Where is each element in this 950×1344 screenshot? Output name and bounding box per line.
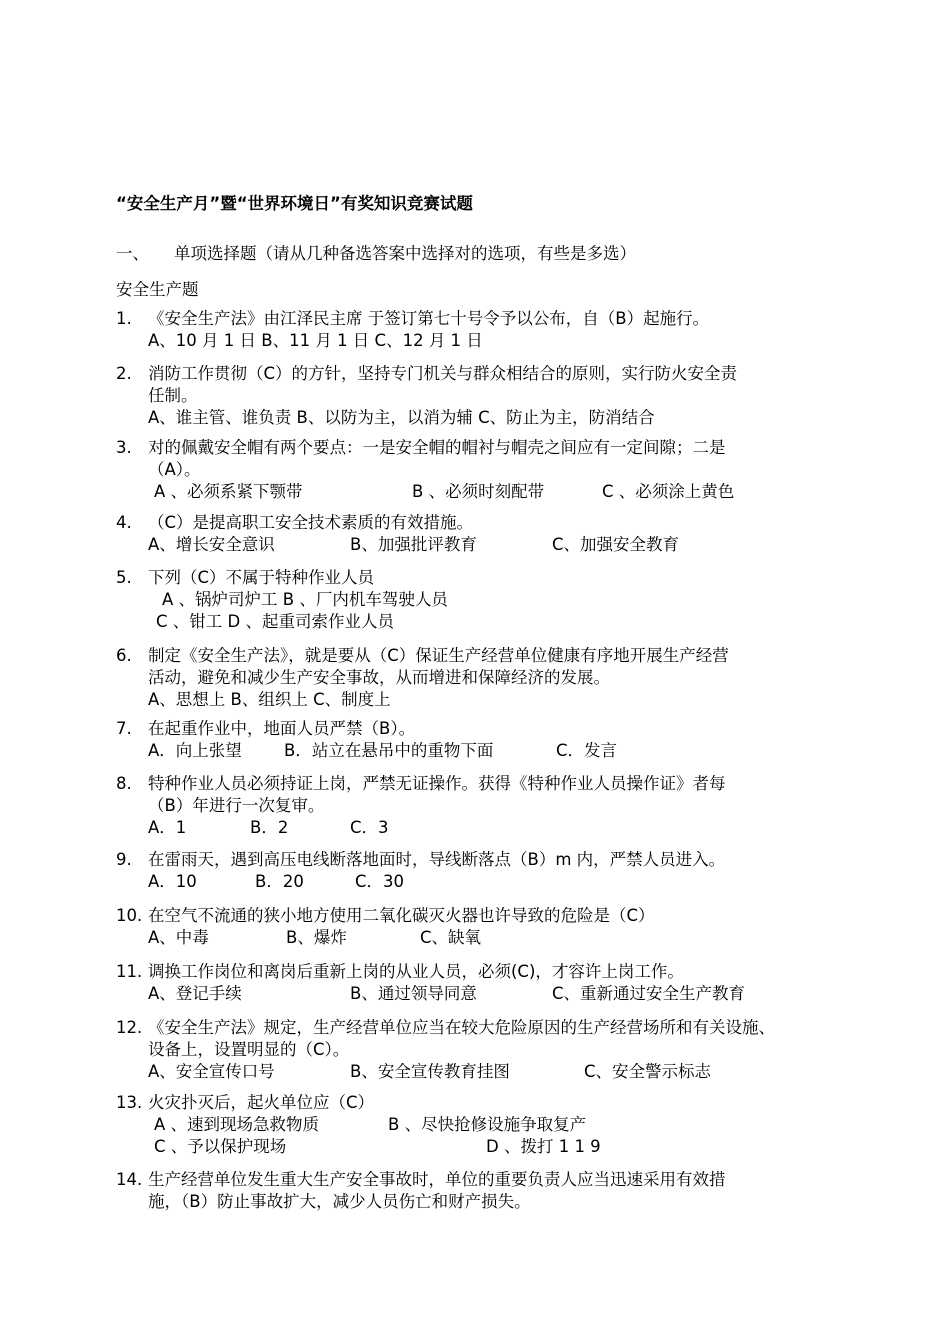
question-3 xyxy=(116,437,876,503)
question-7 xyxy=(116,718,876,762)
question-number: 11. xyxy=(116,962,143,981)
question-options xyxy=(116,481,876,503)
question-number: 2. xyxy=(116,364,132,383)
option-a: A、中毒 xyxy=(148,928,209,947)
option-c: C、重新通过安全生产教育 xyxy=(552,984,746,1003)
option-c: C．3 xyxy=(350,818,389,837)
question-text: 制定《安全生产法》，就是要从（C）保证生产经营单位健康有序地开展生产经营 xyxy=(148,646,729,665)
section-number: 一、 xyxy=(116,244,149,263)
question-text-cont: 任制。 xyxy=(148,386,198,405)
question-options xyxy=(116,871,876,893)
question-text-cont: 活动，避免和减少生产安全事故，从而增进和保障经济的发展。 xyxy=(148,668,610,687)
section-heading xyxy=(116,240,636,264)
question-number: 14. xyxy=(116,1170,143,1189)
question-options xyxy=(116,817,876,839)
option-b: B 、尽快抢修设施争取复产 xyxy=(388,1115,587,1134)
option-b: B、加强批评教育 xyxy=(350,535,477,554)
question-number: 4. xyxy=(116,513,132,532)
question-text: 火灾扑灭后，起火单位应（C） xyxy=(148,1093,375,1112)
question-options: A、谁主管、谁负责 B、以防为主，以消为辅 C、防止为主，防消结合 xyxy=(148,408,655,427)
option-b: B、安全宣传教育挂图 xyxy=(350,1062,510,1081)
option-c: C、缺氧 xyxy=(420,928,482,947)
option-b: B．2 xyxy=(250,818,289,837)
question-number: 3. xyxy=(116,438,132,457)
option-c: C 、予以保护现场 xyxy=(154,1137,287,1156)
option-a: A．向上张望 xyxy=(148,741,242,760)
question-2 xyxy=(116,363,876,429)
option-c: C、加强安全教育 xyxy=(552,535,680,554)
option-b: B、爆炸 xyxy=(286,928,347,947)
question-text-cont: 设备上，设置明显的（C）。 xyxy=(148,1040,350,1059)
question-options xyxy=(116,983,876,1005)
question-text: 特种作业人员必须持证上岗，严禁无证操作。获得《特种作业人员操作证》者每 xyxy=(148,774,726,793)
option-a: A 、必须系紧下颚带 xyxy=(154,482,303,501)
question-options: A、思想上 B、组织上 C、制度上 xyxy=(148,690,391,709)
question-text: 对的佩戴安全帽有两个要点：一是安全帽的帽衬与帽壳之间应有一定间隙；二是 xyxy=(148,438,726,457)
question-options xyxy=(116,1136,876,1158)
option-a: A．10 xyxy=(148,872,197,891)
question-number: 7. xyxy=(116,719,132,738)
question-10 xyxy=(116,905,876,949)
question-options xyxy=(116,534,876,556)
category-heading: 安全生产题 xyxy=(116,280,199,299)
question-text-cont: （A）。 xyxy=(148,460,201,479)
option-a: A．1 xyxy=(148,818,187,837)
question-options xyxy=(116,740,876,762)
option-b: B．站立在悬吊中的重物下面 xyxy=(284,741,494,760)
question-14 xyxy=(116,1169,876,1213)
option-b: B、通过领导同意 xyxy=(350,984,477,1003)
question-4 xyxy=(116,512,876,556)
question-12 xyxy=(116,1017,876,1083)
question-5 xyxy=(116,567,876,633)
question-11 xyxy=(116,961,876,1005)
question-text: 在空气不流通的狭小地方使用二氧化碳灭火器也许导致的危险是（C） xyxy=(148,906,655,925)
option-b: B．20 xyxy=(255,872,304,891)
question-text: 在雷雨天，遇到高压电线断落地面时，导线断落点（B）m 内，严禁人员进入。 xyxy=(148,850,726,869)
question-number: 8. xyxy=(116,774,132,793)
option-c: C．30 xyxy=(355,872,405,891)
question-options xyxy=(116,1114,876,1136)
option-a: A、增长安全意识 xyxy=(148,535,275,554)
option-a: A 、速到现场急救物质 xyxy=(154,1115,320,1134)
question-text: 消防工作贯彻（C）的方针，坚持专门机关与群众相结合的原则，实行防火安全责 xyxy=(148,364,738,383)
question-text: 《安全生产法》由江泽民主席 于签订第七十号令予以公布，自（B）起施行。 xyxy=(148,309,710,328)
question-number: 13. xyxy=(116,1093,143,1112)
question-options xyxy=(116,1061,876,1083)
question-text-cont: （B）年进行一次复审。 xyxy=(148,796,325,815)
page-title: “安全生产月”暨“世界环境日”有奖知识竞赛试题 xyxy=(116,194,473,213)
question-number: 5. xyxy=(116,568,132,587)
option-b: B 、必须时刻配带 xyxy=(412,482,545,501)
question-9 xyxy=(116,849,876,893)
question-text: （C）是提高职工安全技术素质的有效措施。 xyxy=(148,513,474,532)
question-options: A、10 月 1 日 B、11 月 1 日 C、12 月 1 日 xyxy=(148,331,483,350)
question-6 xyxy=(116,645,876,711)
question-text: 在起重作业中，地面人员严禁（B）。 xyxy=(148,719,416,738)
question-13 xyxy=(116,1092,876,1158)
question-text: 下列（C）不属于特种作业人员 xyxy=(148,568,375,587)
question-number: 9. xyxy=(116,850,132,869)
question-text-cont: 施，（B）防止事故扩大，减少人员伤亡和财产损失。 xyxy=(148,1192,531,1211)
option-d: D 、拨打 1 1 9 xyxy=(486,1137,601,1156)
option-a: A、登记手续 xyxy=(148,984,242,1003)
option-a: A、安全宣传口号 xyxy=(148,1062,275,1081)
section-text: 单项选择题（请从几种备选答案中选择对的选项，有些是多选） xyxy=(174,244,636,263)
question-number: 6. xyxy=(116,646,132,665)
question-options: C 、钳工 D 、起重司索作业人员 xyxy=(156,612,394,631)
question-text: 调换工作岗位和离岗后重新上岗的从业人员，必须(C)，才容许上岗工作。 xyxy=(148,962,684,981)
question-text: 生产经营单位发生重大生产安全事故时，单位的重要负责人应当迅速采用有效措 xyxy=(148,1170,726,1189)
question-text: 《安全生产法》规定，生产经营单位应当在较大危险原因的生产经营场所和有关设施、 xyxy=(148,1018,775,1037)
option-c: C、安全警示标志 xyxy=(584,1062,712,1081)
option-c: C 、必须涂上黄色 xyxy=(602,482,735,501)
question-number: 1. xyxy=(116,309,132,328)
option-c: C．发言 xyxy=(556,741,618,760)
question-number: 12. xyxy=(116,1018,143,1037)
question-options: A 、锅炉司炉工 B 、厂内机车驾驶人员 xyxy=(162,590,448,609)
question-number: 10. xyxy=(116,906,143,925)
question-1 xyxy=(116,308,876,352)
question-options xyxy=(116,927,876,949)
question-8 xyxy=(116,773,876,839)
